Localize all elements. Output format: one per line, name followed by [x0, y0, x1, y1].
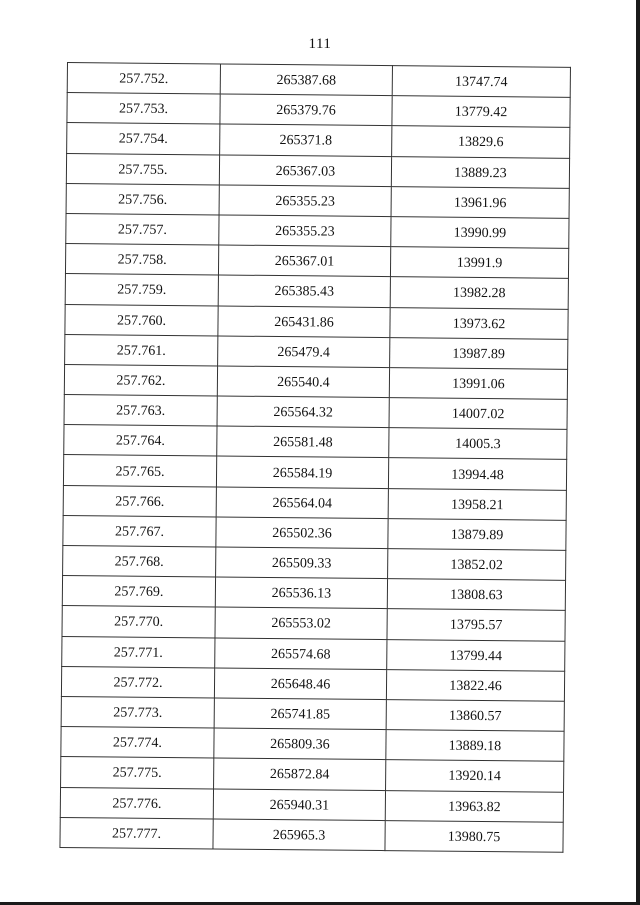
table-row: [60, 787, 563, 822]
x-coordinate-cell: [215, 607, 387, 639]
point-number-cell: [64, 364, 217, 396]
cell-text: 265379.76: [276, 103, 336, 119]
x-coordinate-cell: [218, 275, 390, 307]
y-coordinate-cell: [389, 398, 567, 430]
x-coordinate-cell: [214, 728, 386, 760]
cell-text: 257.765.: [115, 464, 165, 480]
y-coordinate-cell: [391, 217, 569, 249]
table-row: [64, 364, 567, 399]
point-number-cell: [60, 787, 213, 819]
cell-text: 257.777.: [112, 826, 162, 842]
x-coordinate-cell: [213, 788, 385, 820]
x-coordinate-cell: [216, 456, 388, 488]
x-coordinate-cell: [215, 638, 387, 670]
coordinates-table: [59, 62, 571, 853]
x-coordinate-cell: [219, 155, 391, 187]
table-row: [63, 485, 566, 520]
x-coordinate-cell: [216, 517, 388, 549]
y-coordinate-cell: [392, 96, 570, 128]
table-row: [67, 93, 570, 128]
table-row: [60, 817, 563, 852]
y-coordinate-cell: [391, 156, 569, 188]
cell-text: 257.753.: [118, 101, 169, 118]
cell-text: 265536.13: [271, 586, 332, 602]
y-coordinate-cell: [386, 669, 564, 701]
cell-text: 257.759.: [117, 282, 167, 299]
y-coordinate-cell: [391, 186, 569, 218]
point-number-cell: [65, 244, 218, 276]
x-coordinate-cell: [217, 366, 389, 398]
table-row: [62, 606, 565, 641]
point-number-cell: [62, 606, 215, 638]
cell-text: 257.775.: [112, 765, 162, 782]
point-number-cell: [61, 696, 214, 728]
cell-text: 257.761.: [116, 343, 166, 359]
cell-text: 265564.04: [272, 495, 333, 512]
x-coordinate-cell: [218, 245, 390, 277]
y-coordinate-cell: [385, 820, 563, 852]
cell-text: 265940.31: [269, 797, 330, 814]
x-coordinate-cell: [214, 668, 386, 700]
cell-text: 265872.84: [269, 767, 330, 783]
cell-text: 13747.74: [455, 74, 508, 91]
table-row: [61, 757, 564, 792]
table-row: [65, 304, 568, 339]
cell-text: 13889.18: [448, 738, 502, 755]
x-coordinate-cell: [215, 577, 387, 609]
y-coordinate-cell: [390, 337, 568, 369]
point-number-cell: [67, 63, 220, 95]
table-row: [61, 696, 564, 731]
point-number-cell: [64, 425, 217, 457]
table-row: [62, 576, 565, 611]
cell-text: 13889.23: [454, 165, 507, 181]
cell-text: 13829.6: [457, 135, 504, 151]
table-row: [67, 63, 570, 98]
table-row: [63, 455, 566, 490]
y-coordinate-cell: [392, 126, 570, 158]
cell-text: 265648.46: [270, 676, 331, 693]
cell-text: 257.756.: [118, 192, 168, 208]
x-coordinate-cell: [213, 819, 385, 851]
cell-text: 257.768.: [114, 554, 164, 571]
cell-text: 265809.36: [270, 737, 330, 753]
point-number-cell: [60, 817, 213, 849]
cell-text: 14007.02: [451, 406, 505, 423]
y-coordinate-cell: [388, 518, 566, 550]
table-row: [63, 515, 566, 550]
point-number-cell: [65, 274, 218, 306]
cell-text: 257.763.: [116, 403, 166, 420]
cell-text: 13920.14: [448, 769, 501, 785]
cell-text: 13879.89: [450, 527, 504, 544]
point-number-cell: [62, 636, 215, 668]
x-coordinate-cell: [214, 698, 386, 730]
cell-text: 257.755.: [118, 162, 168, 178]
cell-text: 13991.9: [456, 255, 503, 272]
point-number-cell: [66, 213, 219, 245]
cell-text: 13982.28: [452, 286, 506, 302]
x-coordinate-cell: [219, 185, 391, 217]
y-coordinate-cell: [390, 247, 568, 279]
coordinates-table-wrapper: [59, 62, 567, 853]
cell-text: 257.754.: [118, 131, 168, 148]
table-row: [64, 395, 567, 430]
cell-text: 265355.23: [275, 193, 335, 210]
y-coordinate-cell: [388, 458, 566, 490]
cell-text: 265540.4: [277, 375, 330, 391]
cell-text: 265741.85: [270, 707, 331, 723]
point-number-cell: [63, 515, 216, 547]
cell-text: 265387.68: [276, 73, 337, 89]
table-row: [66, 153, 569, 188]
cell-text: 265564.32: [273, 405, 333, 421]
cell-text: 265584.19: [272, 465, 333, 482]
cell-text: 265502.36: [272, 525, 332, 542]
scan-edge-right: [636, 0, 640, 905]
point-number-cell: [64, 395, 217, 427]
cell-text: 13994.48: [451, 467, 504, 483]
cell-text: 13808.63: [450, 587, 503, 604]
cell-text: 265509.33: [271, 556, 332, 572]
y-coordinate-cell: [390, 277, 568, 309]
point-number-cell: [66, 183, 219, 215]
cell-text: 257.767.: [114, 524, 165, 540]
table-row: [66, 213, 569, 248]
table-row: [67, 123, 570, 158]
point-number-cell: [65, 334, 218, 366]
cell-text: 13980.75: [447, 829, 501, 845]
x-coordinate-cell: [220, 94, 392, 126]
cell-text: 13961.96: [453, 195, 507, 212]
cell-text: 13990.99: [453, 225, 507, 242]
point-number-cell: [63, 545, 216, 577]
cell-text: 257.758.: [117, 252, 167, 269]
cell-text: 265431.86: [274, 314, 334, 331]
point-number-cell: [62, 576, 215, 608]
point-number-cell: [63, 485, 216, 517]
y-coordinate-cell: [387, 609, 565, 641]
y-coordinate-cell: [386, 730, 564, 762]
table-row: [63, 545, 566, 580]
x-coordinate-cell: [216, 547, 388, 579]
table-row: [65, 274, 568, 309]
cell-text: 13958.21: [450, 497, 504, 513]
table-row: [66, 183, 569, 218]
cell-text: 257.770.: [114, 614, 164, 631]
cell-text: 257.760.: [116, 313, 167, 329]
cell-text: 257.771.: [113, 645, 163, 661]
x-coordinate-cell: [214, 758, 386, 790]
point-number-cell: [67, 123, 220, 155]
table-row: [62, 636, 565, 671]
cell-text: 13963.82: [448, 799, 501, 815]
cell-text: 257.752.: [119, 71, 169, 88]
y-coordinate-cell: [388, 549, 566, 581]
cell-text: 14005.3: [455, 437, 501, 453]
cell-text: 13852.02: [450, 557, 504, 574]
cell-text: 257.773.: [113, 705, 163, 721]
table-body: [60, 63, 571, 853]
cell-text: 257.769.: [114, 584, 164, 601]
x-coordinate-cell: [218, 305, 390, 337]
cell-text: 257.762.: [116, 373, 166, 389]
x-coordinate-cell: [216, 487, 388, 519]
table-row: [61, 727, 564, 762]
cell-text: 265367.01: [274, 254, 335, 270]
y-coordinate-cell: [389, 428, 567, 460]
table-row: [65, 244, 568, 279]
y-coordinate-cell: [386, 760, 564, 792]
cell-text: 257.774.: [112, 735, 163, 752]
x-coordinate-cell: [217, 396, 389, 428]
cell-text: 257.764.: [115, 433, 165, 450]
x-coordinate-cell: [220, 64, 392, 96]
cell-text: 257.772.: [113, 675, 163, 691]
cell-text: 13799.44: [449, 648, 503, 664]
y-coordinate-cell: [392, 66, 570, 98]
cell-text: 265581.48: [273, 435, 333, 451]
point-number-cell: [65, 304, 218, 336]
y-coordinate-cell: [387, 639, 565, 671]
y-coordinate-cell: [386, 700, 564, 732]
y-coordinate-cell: [390, 307, 568, 339]
cell-text: 257.776.: [112, 796, 162, 812]
cell-text: 265355.23: [275, 224, 335, 240]
table-row: [65, 334, 568, 369]
cell-text: 13973.62: [452, 316, 506, 332]
y-coordinate-cell: [387, 579, 565, 611]
x-coordinate-cell: [218, 336, 390, 368]
cell-text: 265385.43: [274, 284, 335, 300]
x-coordinate-cell: [220, 124, 392, 156]
point-number-cell: [61, 666, 214, 698]
cell-text: 13987.89: [452, 346, 506, 362]
cell-text: 257.757.: [117, 222, 167, 238]
cell-text: 13991.06: [452, 376, 505, 393]
cell-text: 13795.57: [449, 618, 503, 634]
cell-text: 265371.8: [279, 133, 333, 150]
y-coordinate-cell: [388, 488, 566, 520]
y-coordinate-cell: [385, 790, 563, 822]
point-number-cell: [61, 757, 214, 789]
cell-text: 265965.3: [272, 827, 326, 844]
point-number-cell: [61, 727, 214, 759]
cell-text: 13779.42: [454, 105, 508, 121]
point-number-cell: [63, 455, 216, 487]
cell-text: 265553.02: [271, 616, 331, 633]
point-number-cell: [66, 153, 219, 185]
cell-text: 13860.57: [448, 708, 502, 725]
cell-text: 265574.68: [271, 646, 331, 663]
table-row: [61, 666, 564, 701]
cell-text: 13822.46: [449, 678, 502, 695]
page-number: 111: [308, 36, 332, 52]
cell-text: 257.766.: [115, 494, 165, 510]
table-row: [64, 425, 567, 460]
cell-text: 265479.4: [277, 344, 331, 361]
point-number-cell: [67, 93, 220, 125]
x-coordinate-cell: [219, 215, 391, 247]
y-coordinate-cell: [389, 367, 567, 399]
x-coordinate-cell: [217, 426, 389, 458]
cell-text: 265367.03: [275, 163, 336, 180]
